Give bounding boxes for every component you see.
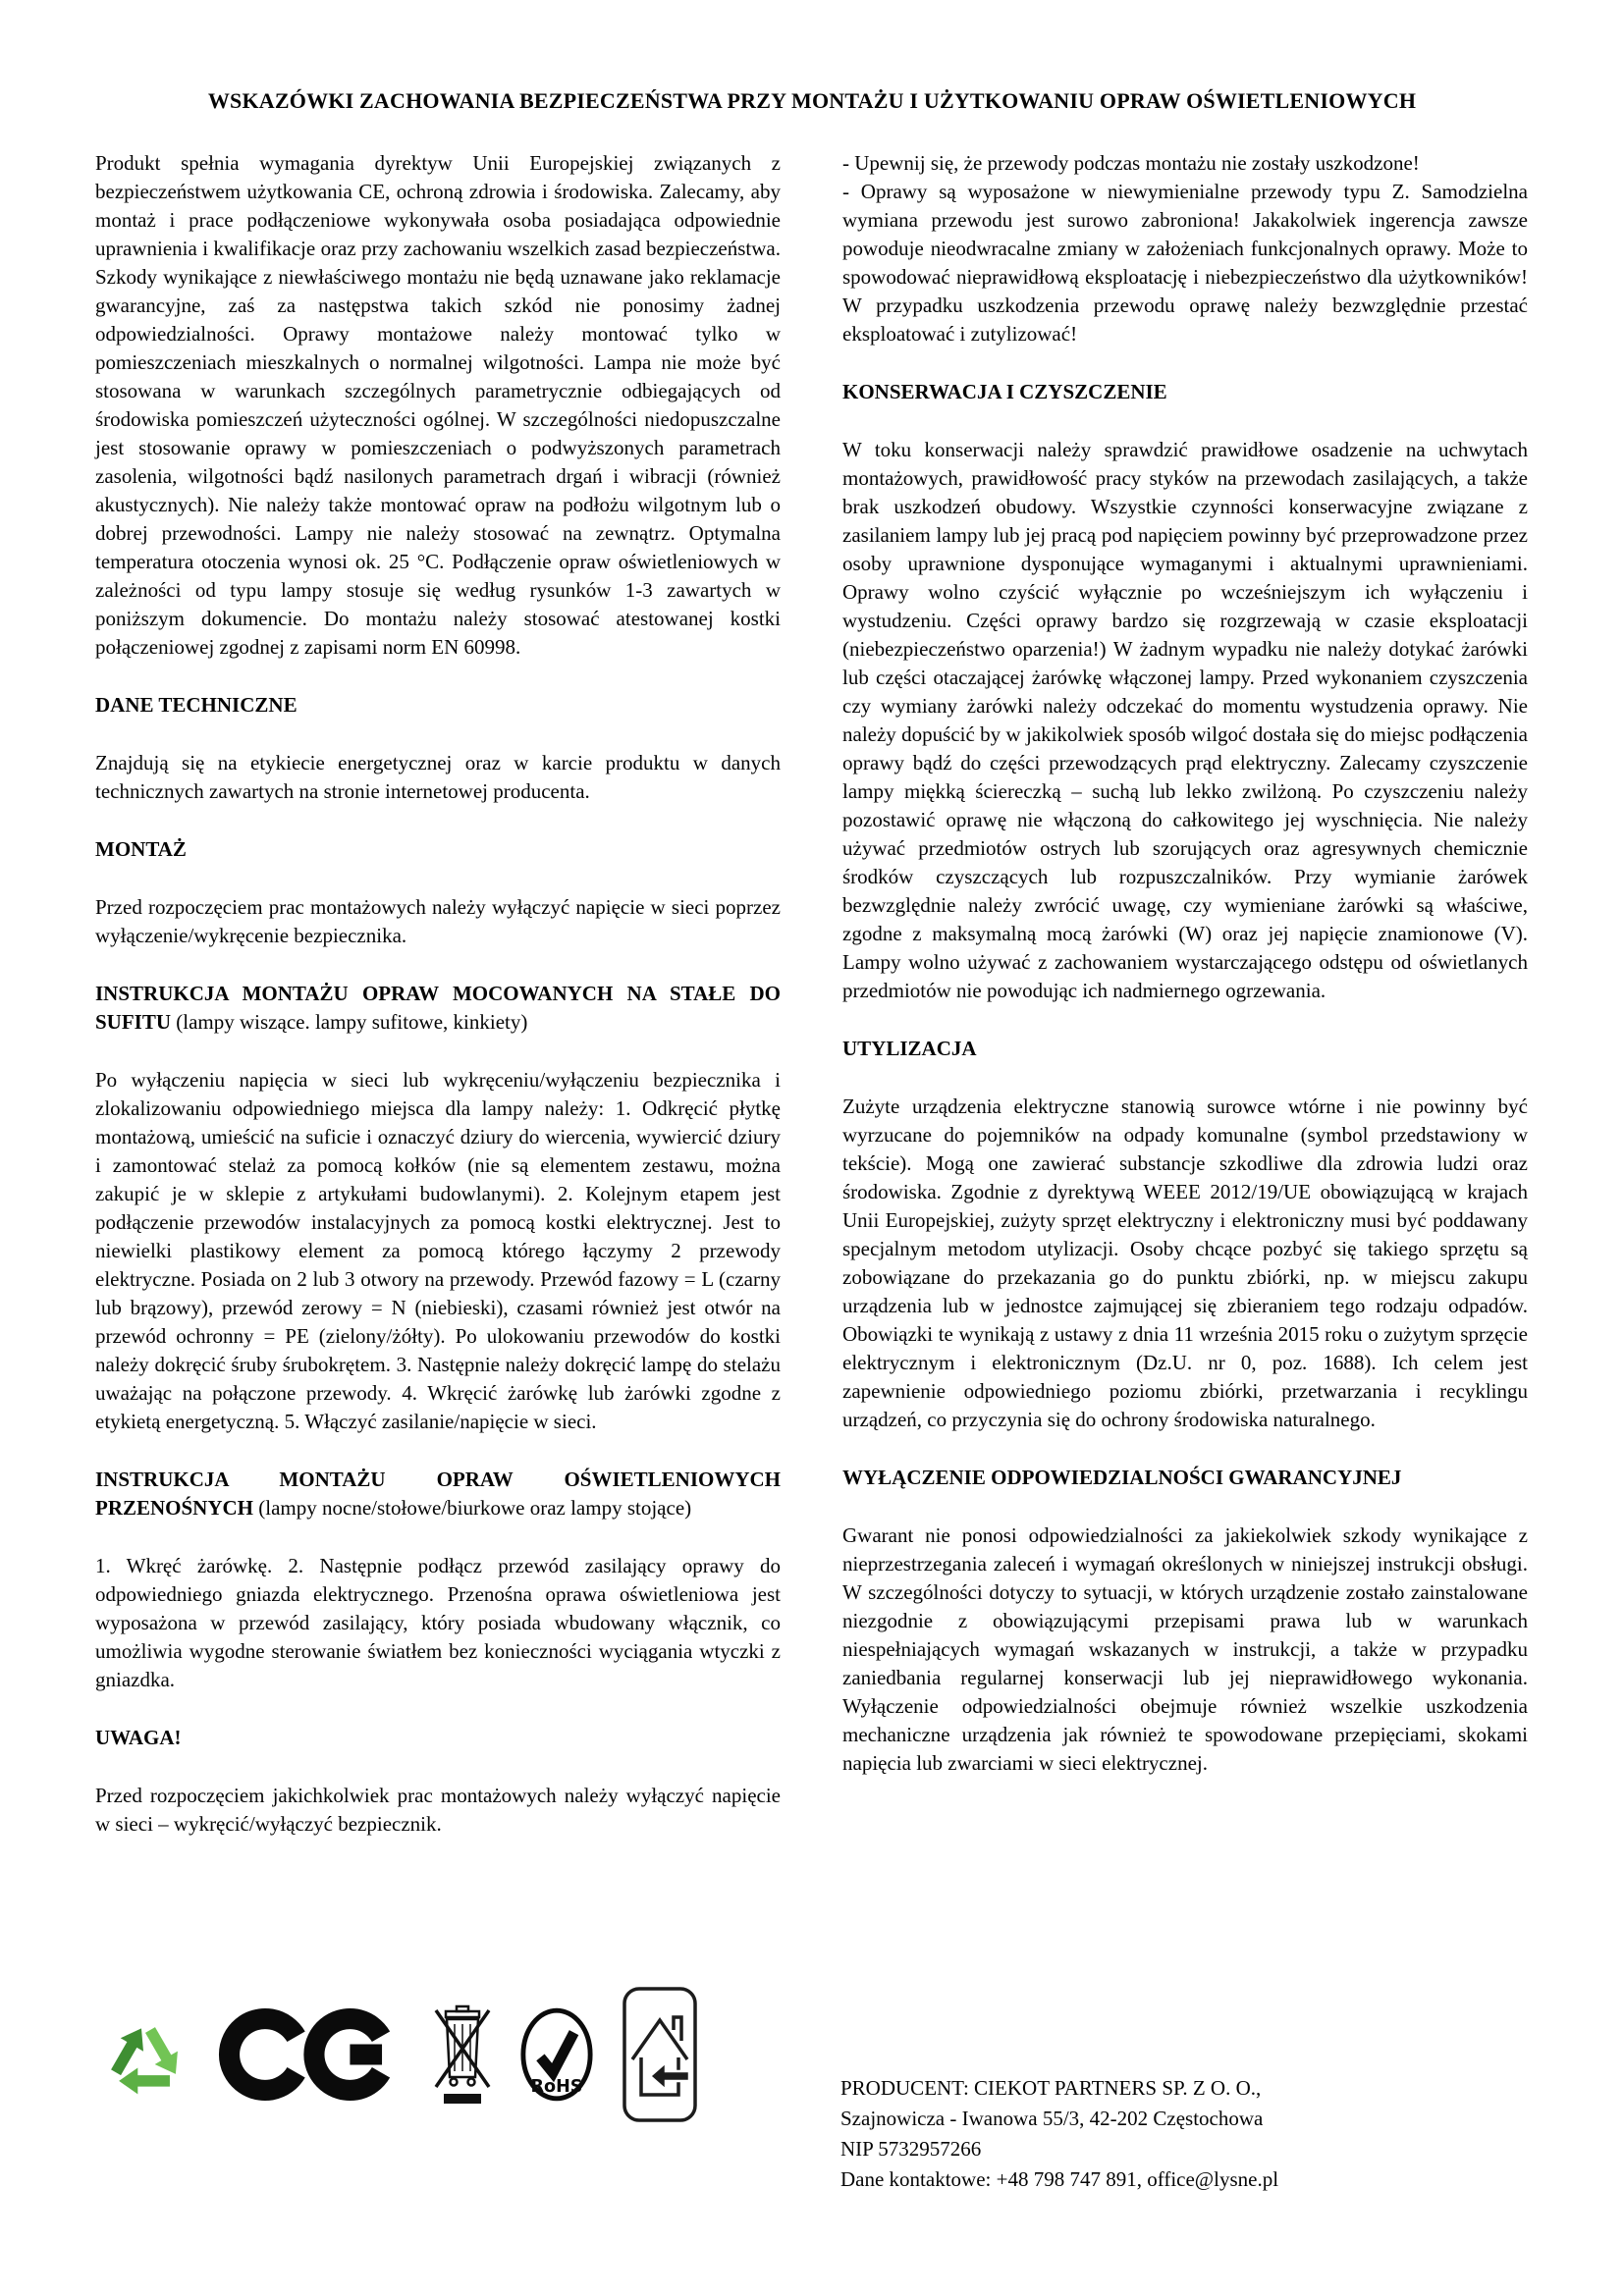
warnings-list [842,149,1528,348]
heading-konserwacja: KONSERWACJA I CZYSZCZENIE [842,380,1167,403]
sufit-heading-block [95,980,781,1037]
heading-gwarancja: WYŁĄCZENIE ODPOWIEDZIALNOŚCI GWARANCYJNEJ [842,1466,1402,1489]
uwaga-section [95,1724,781,1752]
konserwacja-text-block [842,436,1528,1005]
weee-crossed-bin-icon [432,2002,493,2111]
heading-instrukcja-przenosne-note: (lampy nocne/stołowe/biurkowe oraz lampy stojące) [253,1496,692,1520]
heading-instrukcja-sufit-bold: INSTRUKCJA MONTAŻU OPRAW MOCOWANYCH NA STAŁE DO SUFITU [95,982,781,1034]
producer-name: PRODUCENT: CIEKOT PARTNERS SP. Z O. O., [840,2076,1262,2100]
gwarancja-paragraph: Gwarant nie ponosi odpowiedzialności za jakiekolwiek szkody wynikające z nieprzestrzegania zaleceń i wymagań określonych w niniejszej instrukcji obsługi. W szczególności dotyczy to sytuacji, w których urządzenie zostało zainstalowane niezgodnie z obowiązującymi przepisami prawa lub w warunkach niespełniających wymagań wskazanych w instrukcji, a także w przypadku zaniedbania regularnej konserwacji lub jej nieprawidłowego wykonania. Wyłączenie odpowiedzialności obejmuje również wszelkie uszkodzenia mechaniczne urządzenia jak również te spowodowane przepięciami, skokami napięcia lub zwarciami w sieci elektrycznej. [842,1523,1528,1775]
heading-montaz: MONTAŻ [95,837,187,861]
two-column-layout [95,149,1529,1839]
intro-block [95,149,781,662]
konserwacja-section [842,378,1528,406]
uwaga-paragraph: Przed rozpoczęciem jakichkolwiek prac montażowych należy wyłączyć napięcie w sieci – wykręcić/wyłączyć bezpiecznik. [95,1784,781,1836]
dane-techniczne-paragraph: Znajdują się na etykiecie energetycznej oraz w karcie produktu w danych technicznych zawartych na stronie internetowej producenta. [95,751,781,803]
recycling-icon [98,1994,192,2120]
przenosne-text-block [95,1552,781,1694]
montaz-paragraph: Przed rozpoczęciem prac montażowych należy wyłączyć napięcie w sieci poprzez wyłączenie/wykręcenie bezpiecznika. [95,895,781,947]
document-title: WSKAZÓWKI ZACHOWANIA BEZPIECZEŃSTWA PRZY MONTAŻU I UŻYTKOWANIU OPRAW OŚWIETLENIOWYCH [207,88,1417,113]
montaz-text-block [95,893,781,950]
konserwacja-paragraph: W toku konserwacji należy sprawdzić prawidłowe osadzenie na uchwytach montażowych, prawidłowość pracy styków na przewodach zasilających, a także brak uszkodzeń obudowy. Wszystkie czynności konserwacyjne związane z zasilaniem lampy lub jej pracą pod napięciem powinny być przeprowadzone przez osoby uprawnione dysponujące wymaganymi i aktualnymi uprawnieniami. Oprawy wolno czyścić wyłącznie po wcześniejszym ich wyłączeniu i wystudzeniu. Części oprawy bardzo się rozgrzewają w czasie eksploatacji (niebezpieczeństwo oparzenia!) W żadnym wypadku nie należy dotykać żarówki lub części otaczającej żarówkę włączonej lampy. Przed wykonaniem czyszczenia czy wymiany żarówki należy odczekać do momentu wystudzenia oprawy. Nie należy dopuścić by w jakikolwiek sposób wilgoć dostała się do miejsc podłączenia oprawy bądź do części przewodzących prąd elektryczny. Zalecamy czyszczenie lampy miękką ściereczką – suchą lub lekko zwilżoną. Po czyszczeniu należy pozostawić oprawę nie włączoną do całkowitego jej wyschnięcia. Nie należy używać przedmiotów ostrych lub szorujących oraz agresywnych chemicznie środków czyszczących lub rozpuszczalników. Przy wymianie żarówek bezwzględnie należy zwrócić uwagę, czy wymieniane żarówki są właściwe, zgodne z maksymalną mocą żarówki (W) oraz jej napięcie znamionowe (V). Lampy wolno używać z zachowaniem wystarczającego odstępu od oświetlanych przedmiotów nie powodując ich nadmiernego ogrzewania. [842,438,1528,1002]
montaz-section [95,835,781,864]
przenosne-paragraph: 1. Wkręć żarówkę. 2. Następnie podłącz przewód zasilający oprawy do odpowiedniego gniazda elektrycznego. Przenośna oprawa oświetleniowa jest wyposażona w przewód zasilający, który posiada wbudowany włącznik, co umożliwia wygodne sterowanie światłem bez konieczności wyciągania wtyczki z gniazdka. [95,1554,781,1691]
gwarancja-text-block [842,1522,1528,1778]
heading-instrukcja-sufit [95,980,781,1037]
warning-item-1: - Upewnij się, że przewody podczas montażu nie zostały uszkodzone! [842,151,1420,175]
dane-techniczne-section [95,691,781,720]
heading-instrukcja-przenosne-bold: INSTRUKCJA MONTAŻU OPRAW OŚWIETLENIOWYCH PRZENOŚNYCH [95,1468,781,1520]
intro-paragraph: Produkt spełnia wymagania dyrektyw Unii Europejskiej związanych z bezpieczeństwem użytkowania CE, ochroną zdrowia i środowiska. Zalecamy, aby montaż i prace podłączeniowe wykonywała osoba posiadająca odpowiednie uprawnienia i kwalifikacje oraz przy zachowaniu wszelkich zasad bezpieczeństwa. Szkody wynikające z niewłaściwego montażu nie będą uznawane jako reklamacje gwarancyjne, zaś za następstwa takich szkód nie ponosimy żadnej odpowiedzialności. Oprawy montażowe należy montować tylko w pomieszczeniach mieszkalnych o normalnej wilgotności. Lampa nie może być stosowana w warunkach szczególnych parametrycznie odbiegających od środowiska pomieszczeń użyteczności ogólnej. W szczególności niedopuszczalne jest stosowanie oprawy w pomieszczeniach o podwyższonych parametrach zasolenia, wilgotności bądź nasilonych parametrach drgań i wibracji (również akustycznych). Nie należy także montować opraw na podłożu wilgotnym lub o dobrej przewodności. Lampy nie należy stosować na zewnątrz. Optymalna temperatura otoczenia wynosi ok. 25 °C. Podłączenie opraw oświetleniowych w zależności od typu lampy stosuje się według rysunków 1-3 zawartych w poniższym dokumencie. Do montażu należy stosować atestowanej kostki połączeniowej zgodnej z zapisami norm EN 60998. [95,151,781,659]
producer-nip: NIP 5732957266 [840,2137,982,2161]
heading-uwaga: UWAGA! [95,1726,182,1749]
rohs-icon [518,2006,595,2108]
rohs-label: RoHS [530,2077,583,2098]
przenosne-heading-block [95,1466,781,1522]
warning-item-2: - Oprawy są wyposażone w niewymienialne przewody typu Z. Samodzielna wymiana przewodu jest surowo zabroniona! Jakakolwiek ingerencja zawsze powoduje nieodwracalne zmiany w założeniach funkcjonalnych oprawy. Może to spowodować nieprawidłową eksploatację i niebezpieczeństwo dla użytkowników! W przypadku uszkodzenia przewodu oprawę należy bezwzględnie przestać eksploatować i zutylizować! [842,180,1528,346]
uwaga-text-block [95,1782,781,1839]
indoor-house-icon [621,1985,699,2129]
left-column [95,149,781,1839]
sufit-paragraph: Po wyłączeniu napięcia w sieci lub wykręceniu/wyłączeniu bezpiecznika i zlokalizowaniu odpowiedniego miejsca dla lampy należy: 1. Odkręcić płytkę montażową, umieścić na suficie i oznaczyć dziury do wiercenia, wywiercić dziury i zamontować stelaż za pomocą kołków (nie są elementem zestawu, można zakupić je w sklepie z artykułami budowlanymi). 2. Kolejnym etapem jest podłączenie przewodów instalacyjnych za pomocą kostki elektrycznej. Jest to niewielki plastikowy element za pomocą którego łączymy 2 przewody elektryczne. Posiada on 2 lub 3 otwory na przewody. Przewód fazowy = L (czarny lub brązowy), przewód zerowy = N (niebieski), czasami również jest otwór na przewód ochronny = PE (zielony/żółty). Po ulokowaniu przewodów do kostki należy dokręcić śruby śrubokrętem. 3. Następnie należy dokręcić lampę do stelażu uważając na połączone przewody. 4. Wkręcić żarówkę lub żarówki zgodne z etykietą energetyczną. 5. Włączyć zasilanie/napięcie w sieci. [95,1068,781,1433]
heading-instrukcja-przenosne [95,1466,781,1522]
heading-dane-techniczne: DANE TECHNICZNE [95,693,298,717]
ce-icon [218,2007,406,2107]
right-column [842,149,1528,1839]
utylizacja-text-block [842,1093,1528,1434]
producer-contact: Dane kontaktowe: +48 798 747 891, office@lysne.pl [840,2167,1279,2191]
heading-utylizacja: UTYLIZACJA [842,1037,977,1060]
dane-techniczne-text-block [95,749,781,806]
sufit-text-block [95,1066,781,1436]
gwarancja-section [842,1464,1528,1492]
certification-icons-row [98,1985,699,2129]
utylizacja-paragraph: Zużyte urządzenia elektryczne stanowią surowce wtórne i nie powinny być wyrzucane do pojemników na odpady komunalne (symbol przedstawiony w tekście). Mogą one zawierać substancje szkodliwe dla zdrowia ludzi oraz środowiska. Zgodnie z dyrektywą WEEE 2012/19/UE obowiązującą w krajach Unii Europejskiej, zużyty sprzęt elektryczny i elektroniczny musi być poddawany specjalnym metodom utylizacji. Osoby chcące pozbyć się takiego sprzętu są zobowiązane do przekazania go do punktu zbiórki, np. w miejscu zakupu urządzenia lub w jednostce zajmującej się zbieraniem tego rodzaju odpadów. Obowiązki te wynikają z ustawy z dnia 11 września 2015 roku o zużytym sprzęcie elektrycznym i elektronicznym (Dz.U. nr 0, poz. 1688). Ich celem jest zapewnienie odpowiedniego poziomu zbiórki, przetwarzania i recyklingu urządzeń, co przyczynia się do ochrony środowiska naturalnego. [842,1095,1528,1431]
producer-address: Szajnowicza - Iwanowa 55/3, 42-202 Częstochowa [840,2107,1264,2130]
utylizacja-section [842,1035,1528,1063]
heading-instrukcja-sufit-note: (lampy wiszące. lampy sufitowe, kinkiety) [171,1010,528,1034]
producer-block [840,2073,1278,2195]
